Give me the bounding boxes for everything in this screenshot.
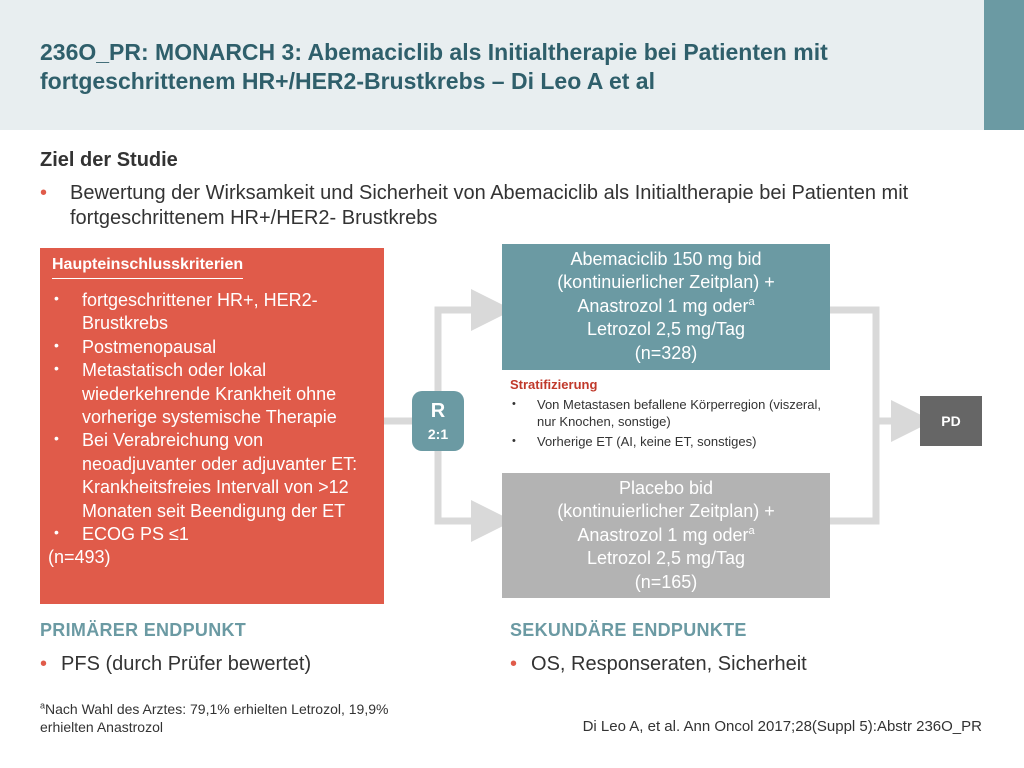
stratification-title: Stratifizierung xyxy=(510,377,598,392)
bullet-icon: • xyxy=(54,290,59,306)
arm-abemaciclib-box: Abemaciclib 150 mg bid (kontinuierlicher Zeitplan) + Anastrozol 1 mg oder$^a$ Letrozol 2,5 mg/Tag (n=328) xyxy=(502,244,830,370)
secondary-endpoints-label: SEKUNDÄRE ENDPUNKTE xyxy=(510,620,747,640)
bullet-icon: • xyxy=(40,182,48,204)
inclusion-criteria-box xyxy=(40,248,384,604)
random-to-arm-a-connector xyxy=(438,310,492,391)
arm-placebo-box: Placebo bid (kontinuierlicher Zeitplan) + Anastrozol 1 mg oder$^a$ Letrozol 2,5 mg/Tag (n=165) xyxy=(502,473,830,598)
bullet-icon: • xyxy=(510,653,518,675)
inclusion-criteria-item: • Metastatisch oder lokal wiederkehrende Krankheit ohne vorherige systemische Therapie xyxy=(54,360,337,427)
bullet-icon: • xyxy=(54,336,59,353)
primary-endpoint-label: PRIMÄRER ENDPUNKT xyxy=(40,620,247,640)
stratification-item: • Von Metastasen befallene Körperregion (viszeral, nur Knochen, sonstige) xyxy=(512,397,821,429)
bullet-icon: • xyxy=(512,398,516,410)
bullet-icon: • xyxy=(54,430,59,447)
study-aim-heading: Ziel der Studie xyxy=(40,149,178,171)
randomization-label: R xyxy=(430,400,446,422)
randomization-ratio: 2:1 xyxy=(427,426,449,442)
inclusion-criteria-list xyxy=(52,289,372,546)
inclusion-criteria-item: • Bei Verabreichung von neoadjuvanter oder adjuvanter ET: Krankheitsfreies Intervall von >12 Monaten seit Beendigung der ET xyxy=(54,430,358,521)
arm-placebo-n: (n=165) xyxy=(634,571,698,592)
inclusion-criteria-item: • Postmenopausal xyxy=(54,336,217,357)
random-to-arm-b-connector xyxy=(438,451,492,521)
bullet-icon: • xyxy=(40,653,48,675)
footnote: $^a$Nach Wahl des Arztes: 79,1% erhielten Letrozol, 19,9% erhielten Anastrozol xyxy=(40,700,389,736)
citation: Di Leo A, et al. Ann Oncol 2017;28(Suppl 5):Abstr 236O_PR xyxy=(582,718,982,735)
arm-abemaciclib-n: (n=328) xyxy=(634,342,698,363)
study-aim-text: Bewertung der Wirksamkeit und Sicherheit von Abemaciclib als Initialtherapie bei Patienten mit fortgeschrittenem HR+/HER2- Brustkrebs xyxy=(70,182,909,229)
stratification-block xyxy=(510,377,840,455)
randomization-box xyxy=(412,391,464,451)
bullet-icon: • xyxy=(54,523,59,540)
inclusion-criteria-item: • fortgeschrittener HR+, HER2-Brustkrebs xyxy=(54,290,318,334)
stratification-list xyxy=(510,397,840,451)
primary-endpoint-item: • PFS (durch Prüfer bewertet) xyxy=(40,653,312,675)
inclusion-criteria-title: Haupteinschlusskriterien xyxy=(52,256,243,279)
bullet-icon: • xyxy=(54,360,59,377)
inclusion-criteria-item: • ECOG PS ≤1 xyxy=(54,523,189,544)
secondary-endpoints-item: • OS, Responseraten, Sicherheit xyxy=(510,653,807,675)
bullet-icon: • xyxy=(512,435,516,448)
stratification-item: • Vorherige ET (AI, keine ET, sonstiges) xyxy=(512,434,757,450)
inclusion-n: (n=493) xyxy=(48,547,111,568)
progressive-disease-box: PD xyxy=(920,396,982,446)
slide-title: 236O_PR: MONARCH 3: Abemaciclib als Initialtherapie bei Patienten mit fortgeschrittenem HR+/HER2-Brustkrebs – Di Leo A et al xyxy=(40,39,828,94)
